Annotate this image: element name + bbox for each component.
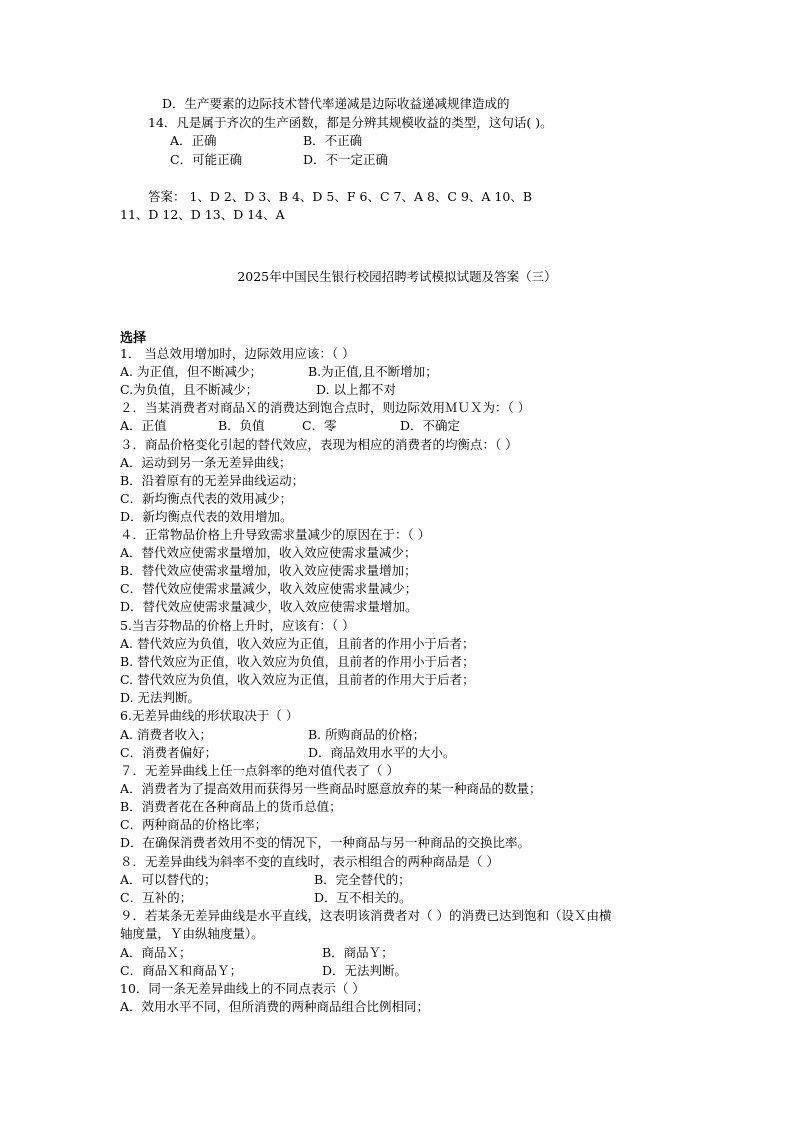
q7-stem: ７．无差异曲线上任一点斜率的绝对值代表了（ ）: [120, 763, 399, 778]
q5-option-a: A. 替代效应为负值，收入效应为正值，且前者的作用小于后者；: [120, 636, 475, 651]
doc-title: 2025年中国民生银行校园招聘考试模拟试题及答案（三）: [237, 269, 557, 284]
answers-line-2: 11、D 12、D 13、D 14、A: [120, 207, 285, 222]
q8-option-a: A．可以替代的；: [120, 872, 217, 887]
q2-option-a: A．正值: [120, 418, 167, 433]
q2-stem: ２．当某消费者对商品Ｘ的消费达到饱合点时，则边际效用ＭＵＸ为：（ ）: [120, 400, 531, 415]
q9-option-d: D．无法判断。: [322, 963, 408, 978]
q4-stem: ４．正常物品价格上升导致需求量减少的原因在于：（ ）: [120, 527, 431, 542]
q5-option-d: D. 无法判断。: [120, 690, 201, 705]
q3-option-c: C．新均衡点代表的效用减少；: [120, 491, 293, 506]
q14-option-a: A．正确: [170, 133, 217, 148]
q3-stem: ３．商品价格变化引起的替代效应，表现为相应的消费者的均衡点：（ ）: [120, 437, 518, 452]
q9-option-a: A．商品Ｘ；: [120, 945, 192, 960]
q2-option-c: C．零: [302, 418, 337, 433]
q10-stem: 10．同一条无差异曲线上的不同点表示（ ）: [120, 981, 365, 996]
q3-option-b: B．沿着原有的无差异曲线运动；: [120, 473, 305, 488]
q6-option-b: B. 所购商品的价格；: [308, 727, 426, 742]
q14-option-d: D．不一定正确: [303, 152, 389, 167]
q5-option-c: C. 替代效应为负值，收入效应为正值，且前者的作用大于后者；: [120, 672, 475, 687]
q8-stem: ８．无差异曲线为斜率不变的直线时，表示相组合的两种商品是（ ）: [120, 854, 499, 869]
q7-option-d: D．在确保消费者效用不变的情况下，一种商品与另一种商品的交换比率。: [120, 835, 531, 850]
q14-option-b: B．不正确: [303, 133, 363, 148]
q3-option-a: A．运动到另一条无差异曲线；: [120, 455, 292, 470]
section-label: 选择: [120, 331, 147, 346]
q1-option-b: B.为正值,且不断增加；: [308, 364, 438, 379]
q4-option-c: C．替代效应使需求量减少，收入效应使需求量减少；: [120, 581, 418, 596]
q10-option-a: A．效用水平不同，但所消费的两种商品组合比例相同；: [120, 999, 430, 1014]
q2-option-b: B．负值: [218, 418, 265, 433]
q9-option-b: B．商品Ｙ；: [322, 945, 394, 960]
q7-option-a: A．消费者为了提高效用而获得另一些商品时愿意放弃的某一种商品的数量；: [120, 781, 542, 796]
q7-option-c: C．两种商品的价格比率；: [120, 817, 268, 832]
q1-stem: 1． 当总效用增加时，边际效用应该：（ ）: [120, 346, 355, 361]
q14-stem: 14．凡是属于齐次的生产函数，都是分辨其规模收益的类型，这句话( )。: [148, 115, 553, 130]
q3-option-d: D．新均衡点代表的效用增加。: [120, 509, 293, 524]
q1-option-d: D. 以上都不对: [316, 382, 397, 397]
answers-line-1: 答案： 1、D 2、D 3、B 4、D 5、F 6、C 7、A 8、C 9、A 10、B: [148, 189, 533, 204]
q1-option-a: A. 为正值，但不断减少；: [120, 364, 262, 379]
q4-option-b: B．替代效应使需求量增加，收入效应使需求量增加；: [120, 563, 417, 578]
q9-stem: ９．若某条无差异曲线是水平直线，这表明该消费者对（ ）的消费已达到饱和（设Ｘ由横: [120, 908, 612, 923]
q5-option-b: B. 替代效应为正值，收入效应为负值，且前者的作用小于后者；: [120, 654, 475, 669]
q9-stem-continued: 轴度量，Ｙ由纵轴度量）。: [120, 926, 264, 941]
q4-option-d: D．替代效应使需求量减少，收入效应使需求量增加。: [120, 599, 418, 614]
q8-option-d: D．互不相关的。: [314, 890, 412, 905]
q8-option-b: B．完全替代的；: [314, 872, 411, 887]
q14-option-c: C．可能正确: [170, 152, 243, 167]
q6-option-a: A. 消费者收入；: [120, 727, 212, 742]
q8-option-c: C．互补的；: [120, 890, 193, 905]
q6-stem: 6.无差异曲线的形状取决于（ ）: [120, 708, 299, 723]
q13-option-d: D．生产要素的边际技术替代率递减是边际收益递减规律造成的: [162, 96, 510, 111]
q4-option-a: A．替代效应使需求量增加，收入效应使需求量减少；: [120, 545, 417, 560]
q9-option-c: C．商品Ｘ和商品Ｙ；: [120, 963, 243, 978]
q1-option-c: C.为负值，且不断减少；: [120, 382, 259, 397]
q6-option-d: D．商品效用水平的大小。: [308, 745, 456, 760]
q5-stem: 5.当吉芬物品的价格上升时，应该有：（ ）: [120, 618, 355, 633]
q2-option-d: D．不确定: [400, 418, 461, 433]
q7-option-b: B．消费者花在各种商品上的货币总值；: [120, 799, 342, 814]
q6-option-c: C．消费者偏好；: [120, 745, 218, 760]
